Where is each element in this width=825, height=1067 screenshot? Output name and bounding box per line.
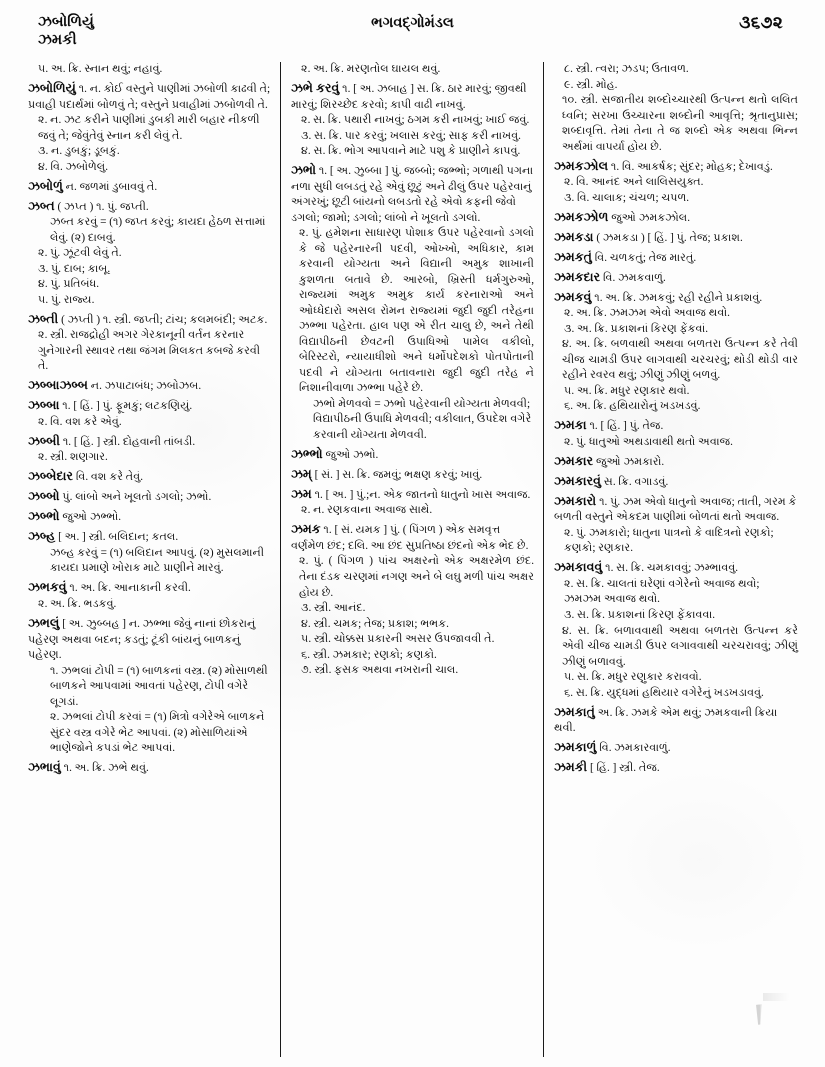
headword: ઝમક [291, 522, 321, 537]
entry-headword-line [554, 704, 798, 737]
entry-sense-line: ૩. સ. ક્રિ. પાર કરવું; ખલાસ કરવું; સાફ કરી નાખવું. [301, 129, 521, 142]
headword: ઝમકાતું [554, 704, 595, 719]
entry-sense-line: ૩. વિ. ચાલાક; ચંચળ; ચપળ. [564, 191, 690, 204]
headword: ઝબ્બા [28, 398, 60, 413]
entry-headword-line [291, 466, 534, 484]
dictionary-entry [554, 453, 798, 471]
dictionary-entry [28, 508, 271, 526]
definition-text: ૧. [ હિં. ] પું. ફૂમકું; લટકણિયું. [59, 400, 193, 413]
headword: ઝમકઝોલ [554, 158, 609, 173]
entry-sense-line: ૨. પું. ઝૂંટવી લેવું તે. [38, 247, 122, 260]
definition-text: જુઓ ઝભો. [322, 448, 379, 461]
definition-text: જુઓ ઝમકઝોલ. [608, 211, 691, 224]
scan-smudge-mark-secondary [763, 993, 789, 1001]
entry-sense-line: ૩. સ. ક્રિ. પ્રકાશનાં કિરણ ફેંકાવવા. [564, 609, 715, 621]
entry-sense-line: ૩. અ. ક્રિ. પ્રકાશનાં કિરણ ફેંકવાં. [564, 322, 709, 335]
entry-headword-line [554, 559, 798, 577]
entry-sense-line: ૨. અ. ક્રિ. ભડકવું. [38, 597, 117, 610]
entry-headword-line [28, 198, 271, 216]
dictionary-entry [291, 446, 534, 464]
scan-smudge-mark [756, 1001, 792, 1024]
entry-headword-line [554, 158, 798, 176]
entry-headword-line [554, 493, 798, 526]
dictionary-entry [28, 62, 271, 78]
entry-sense-line: ૨. અ. ક્રિ. મરણતોલ ઘાયલ થવું. [301, 63, 441, 75]
definition-text: ૧. સ. ક્રિ. ચમકાવવું; ઝમ્ભાવવું. [602, 562, 739, 575]
entry-sense-line: ૪. પું. પ્રતિબંધ. [38, 278, 100, 291]
dictionary-entry [554, 559, 798, 701]
dictionary-entry [28, 579, 271, 612]
headword: ઝમકાળું [554, 740, 597, 755]
entry-example-line: ઝભો મેળવવો = ઝભો પહેરવાની યોગ્યતા મેળવવી; વિદ્યાપીઠની ઉપાધિ મેળવવી; વકીલાત, ઉપદેશ વગેરે કરવાની યોગ્યતા મેળવવી. [313, 397, 532, 441]
headword: ઝમકતું [554, 249, 592, 264]
dictionary-entry [554, 229, 798, 247]
dictionary-entry [28, 759, 271, 777]
entry-sense-line: ૨. ન. રણકવાના અવાજ સાથે. [301, 504, 433, 517]
dictionary-entry [554, 759, 798, 777]
entry-sense-line: ૫. અ. ક્રિ. સ્નાન થવું; નહાવું. [38, 63, 163, 75]
definition-text: ૧. [ અ. ઝબાહ ] સ. ક્રિ. ઠાર મારવું; જીવથી મારવું; શિરચ્છેદ કરવો; કાપી વાઢી નાખવું. [291, 83, 527, 111]
headword: ઝમકદાર [554, 269, 601, 284]
definition-text: [ સં. ] સ. ક્રિ. જમવું; ભક્ષણ કરવું; ખાવું. [311, 468, 483, 481]
text-column-1 [18, 62, 280, 1057]
entry-headword-line [28, 759, 271, 777]
entry-headword-line [28, 468, 271, 486]
dictionary-entry [28, 488, 271, 506]
entry-sense-line: ૩. સ્ત્રી. આનંદ. [301, 602, 366, 615]
entry-headword-line [291, 521, 534, 554]
definition-text: ૧. [ અ. ઝુબ્બા ] પું. જબ્બો; જભ્ભો; ગળાથી પગના નળા સુધી લબડતું રહે એવું છૂટું અને ઢીલું ઉપર પહેરવાનું અંગરખું; છૂટી બાંયનો લબડતો રહે એવો કફની જેવો ડગલો; જામો; ડગલો; લાંબો ને ખૂલતો ડગલો. [291, 165, 534, 224]
headword: ઝભલું [28, 616, 60, 630]
definition-text: વિ. ઝમકવાળું. [600, 271, 666, 284]
text-column-2 [280, 62, 543, 1057]
headword: ઝમકાર [554, 453, 594, 468]
headword: ઝબોળિયું [28, 81, 76, 96]
entry-headword-line [554, 417, 798, 435]
entry-headword-line [28, 377, 271, 395]
dictionary-entry [28, 528, 271, 577]
entry-sense-line: ૬. અ. ક્રિ. હથિયારોનું ખડખડવું. [564, 400, 701, 413]
entry-sense-line: ૨. પું. ધાતુઓ અથડાવાથી થતો અવાજ. [564, 435, 733, 448]
entry-headword-line [554, 249, 798, 267]
headword: ઝમકડા [554, 229, 594, 244]
headword: ઝબ્બેદાર [28, 469, 74, 484]
headword: ઝબોળું [28, 178, 63, 193]
definition-text: [ અ. ઝુબ્બહ ] ન. ઝભ્ભા જેવું નાનાં છોકરાનું પહેરણ અથવા બદન; કડતું; ટૂંકી બાંયનું બાળકનું પહેરણ. [28, 618, 256, 662]
text-column-3 [543, 62, 807, 1057]
entry-sense-line: ૪. સ. ક્રિ. બળાવવાથી અથવા બળતરા ઉત્પન્ન કરે એવી ચીજ ચામડી ઉપર લગાવવાથી ચરચરાવવું; ઝીણું ઝીણું બળાવવું. [562, 624, 798, 668]
headword: ઝમ [291, 486, 312, 501]
dictionary-entry [554, 209, 798, 227]
entry-headword-line [554, 473, 798, 491]
entry-headword-line [28, 178, 271, 196]
entry-example-line: ઝબ્ત કરવું = (૧) જપ્ત કરવું; કાયદા હેઠળ સત્તામાં લેવું. (૨) દાબવું. [50, 216, 266, 244]
entry-sense-line: ૨. સ. ક્રિ. પથારી નાખવું; ઠગમ કરી નાખવું; ખાઈ જવું. [301, 114, 530, 127]
dictionary-entry [554, 493, 798, 557]
dictionary-entry [28, 311, 271, 375]
entry-sense-line: ૬. સ્ત્રી. ઝમકાર; રણકો; કણકો. [301, 648, 437, 661]
definition-text: ૧. પું. ઝમ એવો ધાતુનો અવાજ; તાતી, ગરમ કે બળતી વસ્તુને એકદમ પાણીમાં બોળતાં થતો અવાજ. [554, 495, 797, 524]
dictionary-entry [554, 739, 798, 757]
entry-example-line: ઝબ્હ કરવું = (૧) બલિદાન આપવું. (૨) મુસલમાની કાયદા પ્રમાણે ખોરાક માટે પ્રાણીને મારવું. [50, 546, 265, 575]
entry-sense-line: ૨. વિ. વશ કરે એવું. [38, 415, 122, 428]
definition-text: ૧. [ હિં. ] પું. તેજ. [586, 420, 664, 433]
definition-text: જુઓ ઝભ્ભો. [59, 511, 122, 524]
dictionary-entry [28, 615, 271, 757]
entry-example-line: ૨. ઝભલાં ટોપી કરવાં = (૧) મિત્રો વગેરેએ બાળકને સુંદર વસ્ત્ર વગેરે ભેટ આપવાં. (૨) મોસાળિયાંએ ભાણેજોને કપડાં ભેટ આપવાં. [50, 711, 265, 755]
definition-text: ( ઝમકડા ) [ હિં. ] પું. તેજ; પ્રકાશ. [593, 231, 743, 244]
entry-headword-line [28, 488, 271, 506]
entry-headword-line [28, 397, 271, 415]
dictionary-page [18, 10, 807, 1057]
headword: ઝબ્બાઝબ્બ [28, 378, 88, 393]
dictionary-entry [291, 62, 534, 78]
definition-text: ૧. ન. કોઈ વસ્તુને પાણીમાં ઝબોળી કાઢવી તે; પ્રવાહી પદાર્થમાં બોળવું તે; વસ્તુને પ્રવાહીમાં ઝબોળવી તે. [28, 83, 271, 111]
entry-sense-line: ૬. સ. ક્રિ. યુદ્ધમાં હથિયાર વગેરેનું ખડખડાવવું. [564, 686, 764, 699]
definition-text: પું. લાંબો અને ખૂલતો ડગલો; ઝભો. [59, 491, 212, 504]
headword: ઝમકારવું [554, 473, 601, 488]
entry-sense-line: ૨. પું. ઝમકારો; ધાતુના પાત્રનો કે વાદિત્રનો રણકો; કણકો; રણકાર. [564, 526, 774, 555]
definition-text: ( ઝપ્ત ) ૧. પું. જપ્તી. [54, 200, 149, 213]
dictionary-entry [291, 162, 534, 443]
dictionary-entry [28, 80, 271, 175]
headword: ઝભે કરવું [291, 81, 340, 96]
entry-sense-line: ૩. પું. દાબ; કાબૂ. [38, 262, 111, 275]
headword: ઝબ્બી [28, 433, 61, 448]
dictionary-entry [291, 80, 534, 160]
entry-sense-line: ૫. સ. ક્રિ. મધુર રણુકાર કરાવવો. [564, 671, 702, 684]
entry-headword-line [28, 615, 271, 664]
headword: ઝબ્હ [28, 529, 56, 544]
entry-sense-line: ૨. સ. ક્રિ. ચાલતાં ઘરેણાં વગેરેનો અવાજ થવો; ઝમઝમ અવાજ થવો. [564, 577, 760, 606]
entry-headword-line [554, 453, 798, 471]
headword: ઝમકી [554, 760, 588, 775]
definition-text: અ. ક્રિ. ઝમકે એમ થવું; ઝમકવાની ક્રિયા થવી. [554, 706, 778, 735]
headword: ઝભો [291, 163, 317, 178]
entry-example-line: ૧. ઝભલાં ટોપી = (૧) બાળકનાં વસ્ત્ર. (૨) મોસાળથી બાળકને આપવામાં આવતાં પહેરણ, ટોપી વગેરે લૂગડાં. [50, 664, 268, 708]
headword: ઝબ્બો [28, 489, 60, 504]
column-container [18, 62, 807, 1057]
running-head-first-word: ઝબોળિયું [38, 14, 94, 30]
dictionary-entry [28, 468, 271, 486]
entry-sense-line: ૨. પું. ( પિંગળ ) પાંચ અક્ષરનો એક અક્ષરમેળ છંદ. તેના દંડક ચરણમાં નગણ અને બે લઘુ મળી પાંચ અક્ષર હોય છે. [299, 555, 534, 599]
headword: ઝમકાવવું [554, 560, 603, 575]
entry-sense-line: ૧૦. સ્ત્રી. સજાતીય શબ્દોચ્ચારથી ઉત્પન્ન થતો લલિત ધ્વનિ; સરખા ઉચ્ચારના શબ્દોની આવૃત્તિ; શ્રૃતાનુપ્રાસ; શબ્દાવૃત્તિ. તેમાં તેના તે જ શબ્દો એક અથવા ભિન્ન અર્થમાં વાપર્યા હોય છે. [562, 94, 798, 153]
page-number: ૩૬૭૨ [739, 13, 783, 32]
entry-sense-line: ૩. ન. ડુબકું; ડૂબકું. [38, 145, 120, 158]
entry-sense-line: ૯. સ્ત્રી. મોહ. [564, 78, 618, 91]
dictionary-entry [554, 473, 798, 491]
headword: ઝબ્ત [28, 198, 55, 213]
dictionary-entry [554, 62, 798, 155]
definition-text: ૧. અ. ક્રિ. ઝમકવું; રહી રહીને પ્રકાશવું. [591, 291, 763, 304]
entry-sense-line: ૨. અ. ક્રિ. ઝમઝમ એવો અવાજ થવો. [564, 307, 730, 320]
definition-text: ૧. અ. ક્રિ. આનાકાની કરવી. [66, 582, 191, 595]
definition-text: ૧. [ અ. ] પું.;ન. એક જાતનો ધાતુનો ખાસ અવાજ. [311, 488, 531, 501]
page-header [18, 10, 807, 62]
definition-text: [ અ. ] સ્ત્રી. બલિદાન; કતલ. [55, 531, 179, 544]
entry-headword-line [28, 433, 271, 451]
entry-headword-line [28, 311, 271, 329]
headword: ઝમકઝોળ [554, 209, 609, 224]
dictionary-entry [291, 521, 534, 678]
dictionary-entry [28, 198, 271, 309]
entry-sense-line: ૫. અ. ક્રિ. મધુર રણકાર થવો. [564, 384, 690, 397]
dictionary-entry [291, 466, 534, 484]
dictionary-entry [28, 377, 271, 395]
dictionary-entry [28, 433, 271, 466]
entry-sense-line: ૪. અ. ક્રિ. બળવાથી અથવા બળતરા ઉત્પન્ન કરે તેવી ચીજ ચામડી ઉપર લાગવાથી ચરચરવું; થોડી થોડી વાર રહીને રવરવ થવું; ઝીણું ઝીણું બળવું. [562, 338, 798, 382]
dictionary-entry [291, 486, 534, 519]
dictionary-entry [554, 269, 798, 287]
entry-headword-line [554, 739, 798, 757]
entry-headword-line [28, 508, 271, 526]
dictionary-entry [554, 158, 798, 207]
entry-sense-line: ૨. સ્ત્રી. રાજદ્રોહી અગર ગેરકાનૂની વર્તન કરનાર ગુનેગારની સ્થાવર તથા જંગમ મિલકત કબજે કરવી તે. [38, 329, 261, 373]
headword: ઝમકારો [554, 493, 597, 508]
entry-headword-line [291, 80, 534, 113]
entry-sense-line: ૨. વિ. આનંદ અને લાલિસયુક્ત. [564, 176, 704, 189]
entry-headword-line [554, 209, 798, 227]
entry-headword-line [28, 579, 271, 597]
definition-text: સ. ક્રિ. વગાડવું. [600, 475, 669, 488]
definition-text: વિ. વશ કરે તેવું. [73, 471, 143, 484]
definition-text: ૧. [ સં. યમક ] પું. ( પિંગળ ) એક સમવૃત્ત વર્ણમેળ છંદ; દલિ. આ છંદ સુપ્રતિષ્ઠા છંદનો એક ભેદ છે. [291, 524, 529, 552]
dictionary-entry [28, 397, 271, 430]
headword: ઝમ્ [291, 466, 312, 481]
definition-text: ( ઝપ્તી ) ૧. સ્ત્રી. જપ્તી; ટાંચ; કલમબંદી; અટક. [58, 313, 268, 326]
entry-headword-line [554, 289, 798, 307]
dictionary-entry [554, 249, 798, 267]
headword: ઝભકવું [28, 580, 67, 595]
headword: ઝભાવું [28, 760, 61, 775]
headword: ઝબ્ભો [28, 509, 60, 524]
entry-headword-line [291, 486, 534, 504]
headword: ઝમકવું [554, 289, 592, 304]
entry-headword-line [554, 269, 798, 287]
entry-sense-line: ૮. સ્ત્રી. ત્વરા; ઝડપ; ઉતાવળ. [564, 63, 689, 75]
definition-text: ૧. [ હિં. ] સ્ત્રી. દોહવાની તાંબડી. [60, 435, 196, 448]
headword: ઝમકા [554, 418, 587, 433]
definition-text: ૧. અ. ક્રિ. ઝભે થવું. [60, 762, 149, 775]
entry-headword-line [28, 528, 271, 546]
definition-text: ન. ઝપાટાબંધ; ઝબોઝબ. [87, 380, 202, 393]
book-title: ભગવદ્ગોમંડલ [371, 15, 454, 31]
entry-sense-line: ૪. સ્ત્રી. ચમક; તેજ; પ્રકાશ; ભભક. [301, 617, 449, 630]
entry-sense-line: ૨. પું. હમેશના સાધારણ પોશાક ઉપર પહેરવાનો ડગલો કે જે પહેરનારની પદવી, ઓખ્ખો, અધિકાર, કામ કરવાની યોગ્યતા અને વિદ્યાની અમુક શાખાની કુશળતા બતાવે છે. આરબો, ખ્રિસ્તી ધર્મગુરુઓ, રાજ્યમાં અમુક અમુક કાર્ય કરનારાઓ અને ઓધ્ધેદારો અસલ રોમન રાજ્યમાં જુદી જુદી તરેહના ઝભ્ભા પહેરતા. હાલ પણ એ રીત ચાલુ છે, અને તેથી વિદ્યાપીઠની છેવટની ઉપાધિઓ પામેલ વકીલો, બેરિસ્ટરો, ન્યાયાધીશો અને ધર્મોપદેશકો પોતપોતાની પદવી ને યોગ્યતા બતાવનારા જુદી જુદી તરેહ ને નિશાનીવાળા ઝભ્ભા પહેરે છે. [299, 227, 534, 395]
entry-headword-line [554, 759, 798, 777]
dictionary-entry [28, 178, 271, 196]
entry-sense-line: ૨. સ્ત્રી. શણગાર. [38, 451, 108, 464]
entry-sense-line: ૨. ન. ઝટ કરીને પાણીમાં ડુબકી મારી બહાર નીકળી જવું તે; જેવુંતેવું સ્નાન કરી લેવું તે. [38, 114, 260, 142]
dictionary-entry [554, 417, 798, 450]
entry-sense-line: ૭. સ્ત્રી. ફસક અથવા નખરાની ચાલ. [301, 664, 459, 677]
entry-sense-line: ૫. પું. રાજ્ય. [38, 293, 95, 306]
dictionary-entry [554, 289, 798, 415]
entry-headword-line [554, 229, 798, 247]
definition-text: વિ. ચળકતું; તેજ મારતું. [591, 251, 697, 264]
entry-headword-line [291, 446, 534, 464]
entry-sense-line: ૪. વિ. ઝબોળેલું. [38, 160, 109, 173]
definition-text: ન. જળમાં ડુબાવવું તે. [62, 180, 158, 193]
running-head-last-word: ઝમકી [38, 31, 77, 48]
headword: ઝબ્તી [28, 311, 59, 326]
entry-headword-line [291, 162, 534, 226]
entry-sense-line: ૪. સ. ક્રિ. ભોગ આપવાને માટે પશુ કે પ્રાણીને કાપવું. [301, 145, 521, 158]
entry-sense-line: ૫. સ્ત્રી. ચોક્કસ પ્રકારની અસર ઉપજાવવી તે. [301, 633, 495, 646]
definition-text: [ હિં. ] સ્ત્રી. તેજ. [587, 762, 660, 775]
definition-text: જુઓ ઝમકારો. [593, 455, 665, 468]
dictionary-entry [554, 704, 798, 737]
headword: ઝભ્ભો [291, 446, 323, 461]
definition-text: વિ. ઝમકારવાળું. [596, 742, 671, 755]
entry-headword-line [28, 80, 271, 113]
definition-text: ૧. વિ. આકર્ષક; સુંદર; મોહક; દેખાવડું. [608, 160, 773, 173]
